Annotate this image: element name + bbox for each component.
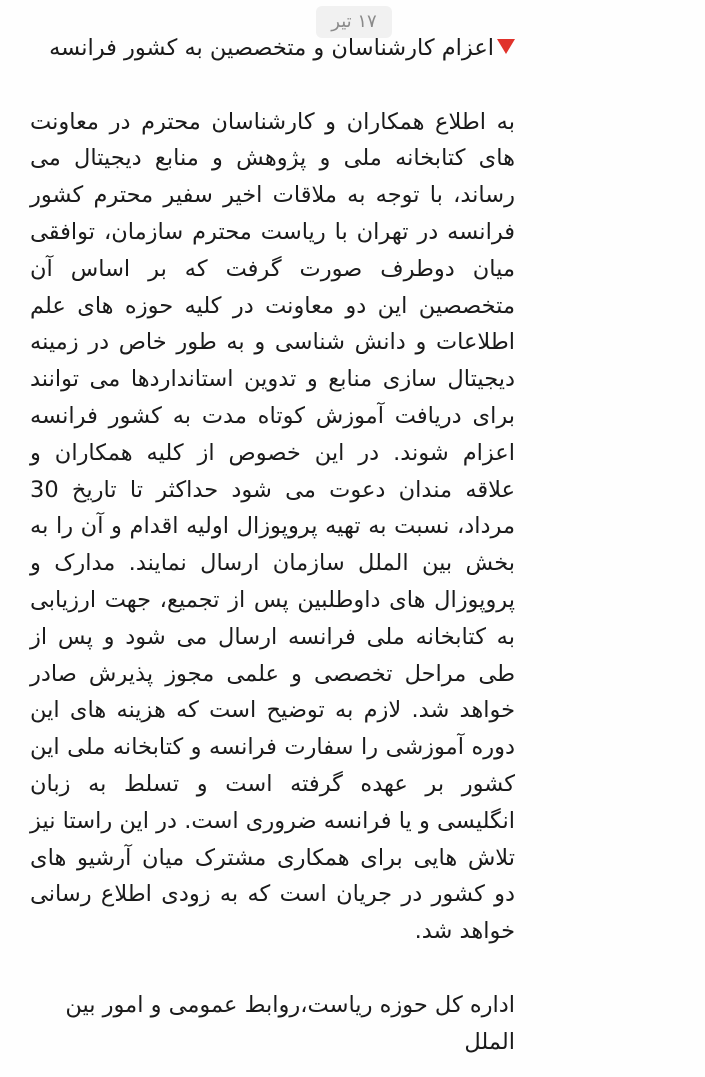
message-title: اعزام کارشناسان و متخصصین به کشور فرانسه <box>49 35 494 61</box>
message-title-line <box>30 30 515 67</box>
paragraph-gap <box>30 950 515 987</box>
message-text <box>30 30 515 1060</box>
message-body: به اطلاع همکاران و کارشناسان محترم در معاونت های کتابخانه ملی و پژوهش و منابع دیجیتال می رساند، با توجه به ملاقات اخیر سفیر محترم کشور فرانسه در تهران با ریاست محترم سازمان، توافقی میان دوطرف صورت گرفت که بر اساس آن متخصصین این دو معاونت در کلیه حوزه های علم اطلاعات و دانش شناسی و به طور خاص در زمینه دیجیتال سازی منابع و تدوین استانداردها می توانند برای دریافت آموزش کوتاه مدت به کشور فرانسه اعزام شوند. در این خصوص از کلیه همکاران و علاقه مندان دعوت می شود حداکثر تا تاریخ 30 مرداد، نسبت به تهیه پروپوزال اولیه اقدام و آن را به بخش بین الملل سازمان ارسال نمایند. مدارک و پروپوزال های داوطلبین پس از تجمیع، جهت ارزیابی به کتابخانه ملی فرانسه ارسال می شود و پس از طی مراحل تخصصی و علمی مجوز پذیرش صادر خواهد شد. لازم به توضیح است که هزینه های این دوره آموزشی را سفارت فرانسه و کتابخانه ملی این کشور بر عهده گرفته است و تسلط به زبان انگلیسی و یا فرانسه ضروری است. در این راستا نیز تلاش هایی برای همکاری مشترک میان آرشیو های دو کشور در جریان است که به زودی اطلاع رسانی خواهد شد. <box>30 108 515 945</box>
paragraph-gap <box>30 67 515 104</box>
date-badge: ۱۷ تیر <box>316 6 392 38</box>
message-signature: اداره کل حوزه ریاست،روابط عمومی و امور بین الملل <box>65 991 515 1055</box>
red-triangle-down-icon <box>497 39 515 54</box>
